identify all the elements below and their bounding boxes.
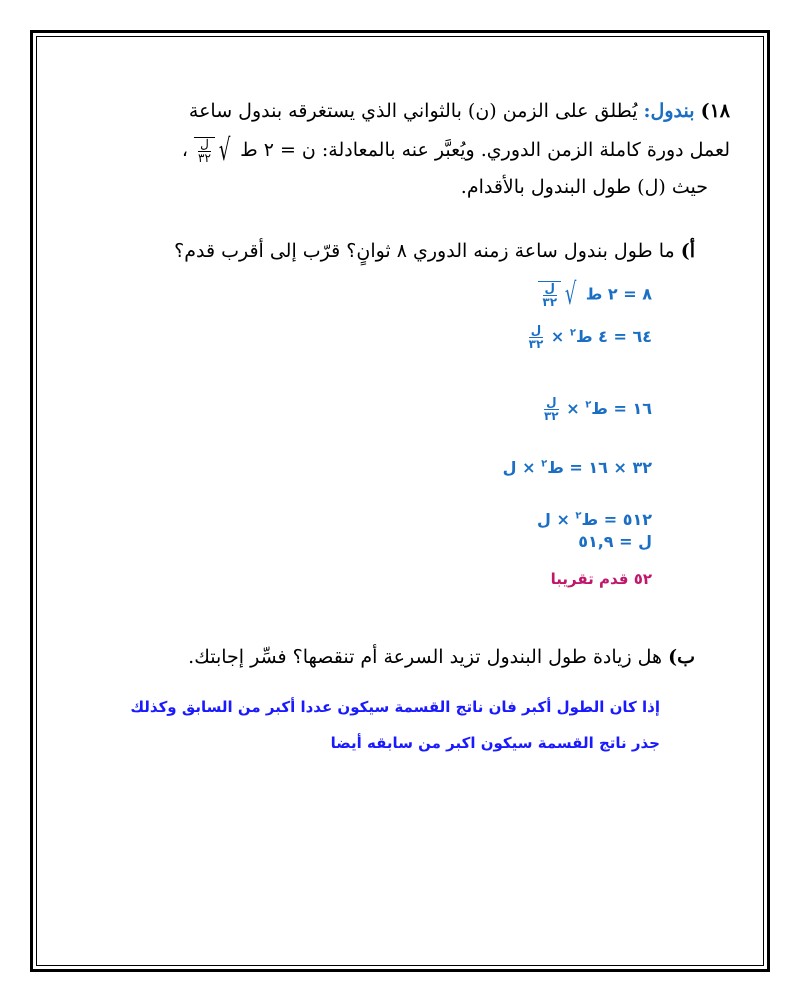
step-4-end: × ل (502, 458, 536, 477)
part-a-answer: ٥٢ قدم تقريبا (550, 570, 652, 588)
step-1-sqrt: √ $\frac{\text{ل}}{٣٢}$ (538, 280, 580, 310)
problem-line-2 (181, 133, 730, 168)
problem-label: بندول: (643, 100, 695, 122)
step-2-lhs: ٦٤ = ٤ ط (575, 327, 652, 346)
step-5-end: × ل (536, 510, 570, 529)
part-b-answer-line-2: جذر ناتج القسمة سيكون اكبر من سابقه أيضا (330, 734, 660, 752)
part-b-answer-line-1: إذا كان الطول أكبر فان ناتج القسمة سيكون عددا أكبر من السابق وكذلك (130, 698, 660, 716)
step-5-text: ٥١٢ = ط (581, 510, 652, 529)
part-b-marker: ب) (668, 646, 695, 668)
problem-text-3: حيث (ل) طول البندول بالأقدام. (460, 176, 708, 198)
step-3-frac-num: ل (546, 395, 557, 409)
step-3: ١٦ = ط$^٢$ × $\frac{\text{ل}}{٣٢}$ (543, 395, 652, 423)
step-2: ٦٤ = ٤ ط$^٢$ × $\frac{\text{ل}}{٣٢}$ (528, 323, 652, 351)
part-b-question (188, 646, 695, 668)
formula-sqrt (194, 133, 234, 168)
problem-line-1 (189, 100, 730, 122)
step-2-frac-num: ل (530, 323, 542, 337)
step-3-lhs: ١٦ = ط (591, 399, 652, 418)
step-2-times: × (550, 327, 565, 346)
step-1-frac-num: ل (544, 281, 555, 295)
step-3-times: × (566, 399, 580, 418)
step-1 (538, 277, 652, 312)
problem-comma: ، (181, 139, 188, 161)
step-5: ٥١٢ = ط$^٢$ × ل (536, 510, 652, 529)
step-1-lhs: ٨ = ٢ ط (585, 284, 652, 304)
step-1-frac-den: ٣٢ (542, 295, 558, 309)
step-4-text: ٣٢ × ١٦ = ط (547, 458, 652, 477)
formula-denominator: ٣٢ (198, 151, 211, 165)
problem-line-3 (461, 176, 708, 198)
part-b-text: هل زيادة طول البندول تزيد السرعة أم تنقصها؟ فسِّر إجابتك. (188, 646, 663, 668)
part-a-marker: أ) (680, 240, 695, 262)
problem-text-2: لعمل دورة كاملة الزمن الدوري. ويُعبَّر عنه بالمعادلة: ن = ٢ ط (240, 139, 730, 161)
step-2-frac-den: ٣٢ (528, 337, 544, 351)
step-4: ٣٢ × ١٦ = ط$^٢$ × ل (502, 458, 652, 477)
problem-number: ١٨) (700, 100, 730, 122)
step-6-text: ل = ٥١,٩ (578, 532, 652, 551)
step-6 (578, 532, 652, 551)
formula-numerator: ل (200, 137, 209, 151)
part-a-question (174, 240, 695, 262)
problem-text-1: يُطلق على الزمن (ن) بالثواني الذي يستغرقه بندول ساعة (188, 100, 638, 122)
part-a-text: ما طول بندول ساعة زمنه الدوري ٨ ثوانٍ؟ قرّب إلى أقرب قدم؟ (174, 240, 675, 262)
step-3-frac-den: ٣٢ (543, 409, 559, 423)
radical-sign: √ (218, 133, 231, 168)
